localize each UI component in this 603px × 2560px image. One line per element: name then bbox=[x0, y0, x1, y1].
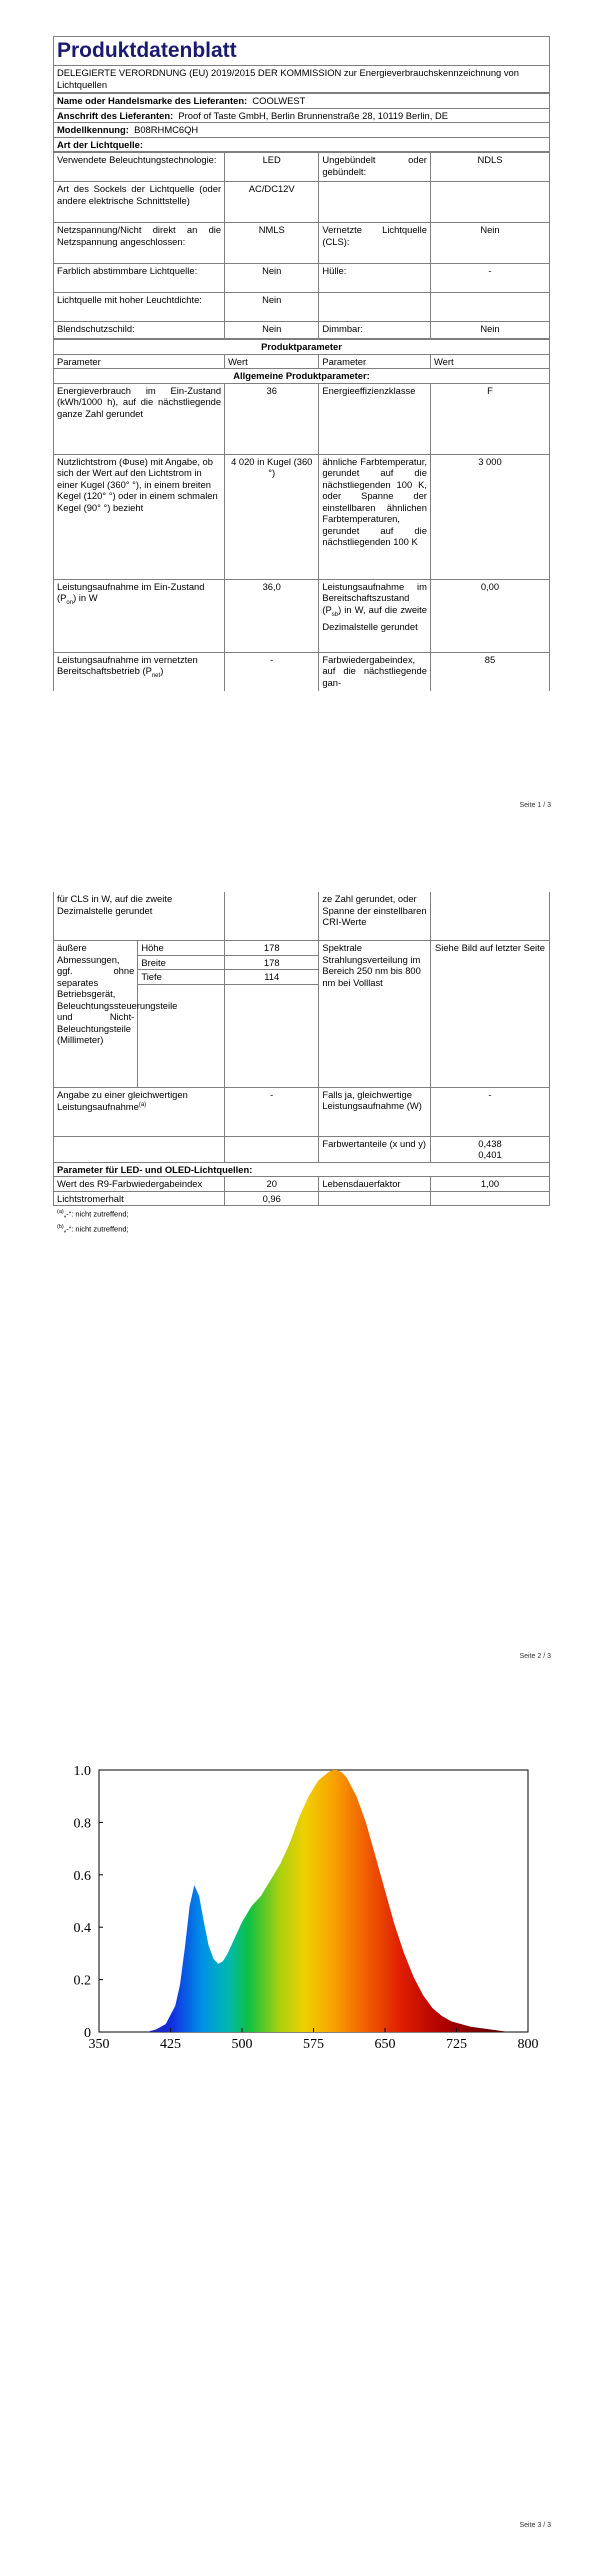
luminous-flux-value: 4 020 in Kugel (360 °) bbox=[225, 454, 319, 579]
r9-value: 20 bbox=[225, 1177, 319, 1192]
cri-label-cont: ze Zahl gerundet, oder Spanne der einstellbaren CRI-Werte bbox=[319, 892, 431, 941]
networked-standby-label-cont: für CLS in W, auf die zweite Dezimalstelle gerundet bbox=[54, 892, 225, 941]
col-header-value: Wert bbox=[225, 354, 319, 369]
chromaticity-value: 0,438 0,401 bbox=[430, 1136, 549, 1162]
cri-value-cont bbox=[430, 892, 549, 941]
footnote-b: $^{(b)}$„-“: nicht zutreffend; bbox=[57, 1223, 129, 1233]
dimension-spacer bbox=[225, 984, 319, 1087]
light-source-row bbox=[54, 153, 550, 182]
light-source-param-value bbox=[430, 182, 549, 223]
supplier-address: Proof of Taste GmbH, Berlin Brunnenstraße 28, 10119 Berlin, DE bbox=[178, 109, 448, 121]
y-tick-label: 1.0 bbox=[73, 1764, 91, 1779]
y-tick-label: 0.8 bbox=[73, 1816, 91, 1832]
light-source-param-label: Farblich abstimmbare Lichtquelle: bbox=[54, 264, 225, 293]
energy-consumption-label: Energieverbrauch im Ein-Zustand (kWh/1000 h), auf die nächstliegende ganze Zahl gerundet bbox=[54, 383, 225, 454]
parameters-table bbox=[53, 339, 550, 691]
light-source-param-value: Nein bbox=[225, 264, 319, 293]
light-source-type-heading: Art der Lichtquelle: bbox=[54, 137, 550, 152]
x-tick-label: 425 bbox=[160, 2037, 181, 2052]
x-tick-label: 650 bbox=[374, 2037, 396, 2052]
spectral-distribution-value: Siehe Bild auf letzter Seite bbox=[430, 941, 549, 1088]
light-source-param-label: Ungebündelt oder gebündelt: bbox=[319, 153, 431, 182]
light-source-param-label: Art des Sockels der Lichtquelle (oder andere elektrische Schnittstelle) bbox=[54, 182, 225, 223]
equivalent-power-watts-value: - bbox=[430, 1087, 549, 1136]
on-mode-power-value: 36,0 bbox=[225, 579, 319, 652]
col-header-parameter: Parameter bbox=[54, 354, 225, 369]
x-tick-label: 725 bbox=[446, 2037, 467, 2052]
equivalent-power-watts-label: Falls ja, gleichwertige Leistungsaufnahme (W) bbox=[319, 1087, 431, 1136]
y-tick-label: 0 bbox=[84, 2026, 91, 2041]
efficiency-class-value: F bbox=[430, 383, 549, 454]
page-number: Seite 2 / 3 bbox=[519, 1653, 551, 1660]
light-source-param-label: Verwendete Beleuchtungstechnologie: bbox=[54, 153, 225, 182]
parameters-heading: Produktparameter bbox=[54, 340, 550, 355]
light-source-param-value: Nein bbox=[430, 322, 549, 339]
color-temperature-value: 3 000 bbox=[430, 454, 549, 579]
light-source-row bbox=[54, 264, 550, 293]
equivalent-power-label: Angabe zu einer gleichwertigen Leistungsaufnahme$^{(a)}$ bbox=[54, 1087, 225, 1136]
light-source-param-value: NMLS bbox=[225, 223, 319, 264]
light-source-param-label: Vernetzte Lichtquelle (CLS): bbox=[319, 223, 431, 264]
color-temperature-label: ähnliche Farbtemperatur, gerundet auf die nächstliegenden 100 K, oder Spanne der einstellbaren ähnlichen Farbtemperaturen, gerundet auf die nächstliegenden 100 K bbox=[319, 454, 431, 579]
page-3 bbox=[0, 1736, 603, 2560]
dimension-name: Tiefe bbox=[138, 970, 225, 985]
chromaticity-empty bbox=[225, 1136, 319, 1162]
light-source-param-value: Nein bbox=[430, 223, 549, 264]
light-source-row bbox=[54, 322, 550, 339]
col-header-parameter: Parameter bbox=[319, 354, 431, 369]
light-source-table bbox=[53, 152, 550, 339]
networked-standby-value-cont bbox=[225, 892, 319, 941]
cri-value: 85 bbox=[430, 652, 549, 691]
page-1 bbox=[0, 0, 603, 820]
lumen-maintenance-value: 0,96 bbox=[225, 1191, 319, 1206]
light-source-param-label: Netzspannung/Nicht direkt an die Netzspannung angeschlossen: bbox=[54, 223, 225, 264]
spectral-distribution-chart bbox=[55, 1760, 550, 2060]
lifetime-factor-value: 1,00 bbox=[430, 1177, 549, 1192]
supplier-address-row: Anschrift des Lieferanten: Proof of Taste GmbH, Berlin Brunnenstraße 28, 10119 Berlin, DE bbox=[54, 108, 550, 123]
dimension-name: Breite bbox=[138, 955, 225, 970]
spectral-distribution-label: Spektrale Strahlungsverteilung im Bereich 250 nm bis 800 nm bei Volllast bbox=[319, 941, 431, 1088]
networked-standby-value: - bbox=[225, 652, 319, 691]
x-tick-label: 350 bbox=[88, 2037, 110, 2052]
y-tick-label: 0.6 bbox=[73, 1868, 91, 1884]
lumen-maintenance-label: Lichtstromerhalt bbox=[54, 1191, 225, 1206]
r9-label: Wert des R9-Farbwiedergabeindex bbox=[54, 1177, 225, 1192]
col-header-value: Wert bbox=[430, 354, 549, 369]
light-source-param-label: Blendschutzschild: bbox=[54, 322, 225, 339]
dimensions-label: äußere Abmessungen, ggf. ohne separates Betriebsgerät, Beleuchtungssteuerungsteile und Nicht-Beleuchtungsteile (Millimeter) bbox=[54, 941, 138, 1088]
model-row: Modellkennung: B08RHMC6QH bbox=[54, 123, 550, 138]
footnote-a: $^{(a)}$„-“: nicht zutreffend; bbox=[57, 1209, 129, 1219]
dimension-value: 178 bbox=[225, 941, 319, 956]
x-tick-label: 575 bbox=[303, 2037, 324, 2052]
light-source-param-label bbox=[319, 182, 431, 223]
spectral-chart bbox=[55, 1760, 550, 2060]
chromaticity-label: Farbwertanteile (x und y) bbox=[319, 1136, 431, 1162]
energy-consumption-value: 36 bbox=[225, 383, 319, 454]
empty-cell bbox=[430, 1191, 549, 1206]
parameters-table-continued bbox=[53, 892, 550, 1206]
light-source-row bbox=[54, 293, 550, 322]
y-tick-label: 0.4 bbox=[73, 1921, 91, 1937]
light-source-param-value: LED bbox=[225, 153, 319, 182]
document-title: Produktdatenblatt bbox=[53, 36, 550, 65]
y-tick-label: 0.2 bbox=[73, 1973, 91, 1989]
x-tick-label: 800 bbox=[517, 2037, 539, 2052]
on-mode-power-label: Leistungsaufnahme im Ein-Zustand $(P_{on})$ in W bbox=[54, 579, 225, 652]
page-2 bbox=[0, 868, 603, 1688]
standby-power-value: 0,00 bbox=[430, 579, 549, 652]
datasheet-continued bbox=[53, 892, 550, 1235]
datasheet bbox=[53, 36, 550, 691]
light-source-param-value bbox=[430, 293, 549, 322]
light-source-param-value: AC/DC12V bbox=[225, 182, 319, 223]
networked-standby-label: Leistungsaufnahme im vernetzten Bereitschaftsbetrieb $(P_{net})$ bbox=[54, 652, 225, 691]
cri-label: Farbwiedergabeindex, auf die nächstliegende gan- bbox=[319, 652, 431, 691]
light-source-row bbox=[54, 223, 550, 264]
light-source-param-value: NDLS bbox=[430, 153, 549, 182]
dimension-value: 178 bbox=[225, 955, 319, 970]
light-source-param-value: Nein bbox=[225, 293, 319, 322]
light-source-row bbox=[54, 182, 550, 223]
light-source-param-label: Hülle: bbox=[319, 264, 431, 293]
empty-cell bbox=[319, 1191, 431, 1206]
standby-power-label: Leistungsaufnahme im Bereitschaftszustand $(P_{sb})$ in W, auf die zweite Dezimalstelle gerundet bbox=[319, 579, 431, 652]
page-number: Seite 1 / 3 bbox=[519, 802, 551, 809]
light-source-param-label: Lichtquelle mit hoher Leuchtdichte: bbox=[54, 293, 225, 322]
dimension-name: Höhe bbox=[138, 941, 225, 956]
supplier-name: COOLWEST bbox=[252, 95, 306, 106]
supplier-table bbox=[53, 93, 550, 152]
regulation-intro: DELEGIERTE VERORDNUNG (EU) 2019/2015 DER KOMMISSION zur Energieverbrauchskennzeichnung von Lichtquellen bbox=[53, 65, 550, 93]
efficiency-class-label: Energieeffizienzklasse bbox=[319, 383, 431, 454]
lifetime-factor-label: Lebensdauerfaktor bbox=[319, 1177, 431, 1192]
light-source-param-label: Dimmbar: bbox=[319, 322, 431, 339]
page-number: Seite 3 / 3 bbox=[519, 2522, 551, 2529]
supplier-name-row: Name oder Handelsmarke des Lieferanten: COOLWEST bbox=[54, 94, 550, 109]
model-id: B08RHMC6QH bbox=[134, 124, 199, 135]
luminous-flux-label: Nutzlichtstrom (Φuse) mit Angabe, ob sich der Wert auf den Lichtstrom in einer Kugel (360° °), in einem breiten Kegel (120° °) oder in einem schmalen Kegel (90° °) bezieht bbox=[54, 454, 225, 579]
general-params-heading: Allgemeine Produktparameter: bbox=[54, 369, 550, 384]
chromaticity-empty bbox=[54, 1136, 225, 1162]
x-tick-label: 500 bbox=[231, 2037, 253, 2052]
led-params-heading: Parameter für LED- und OLED-Lichtquellen: bbox=[54, 1162, 550, 1177]
light-source-param-value: Nein bbox=[225, 322, 319, 339]
dimension-value: 114 bbox=[225, 970, 319, 985]
light-source-param-value: - bbox=[430, 264, 549, 293]
equivalent-power-value: - bbox=[225, 1087, 319, 1136]
light-source-param-label bbox=[319, 293, 431, 322]
